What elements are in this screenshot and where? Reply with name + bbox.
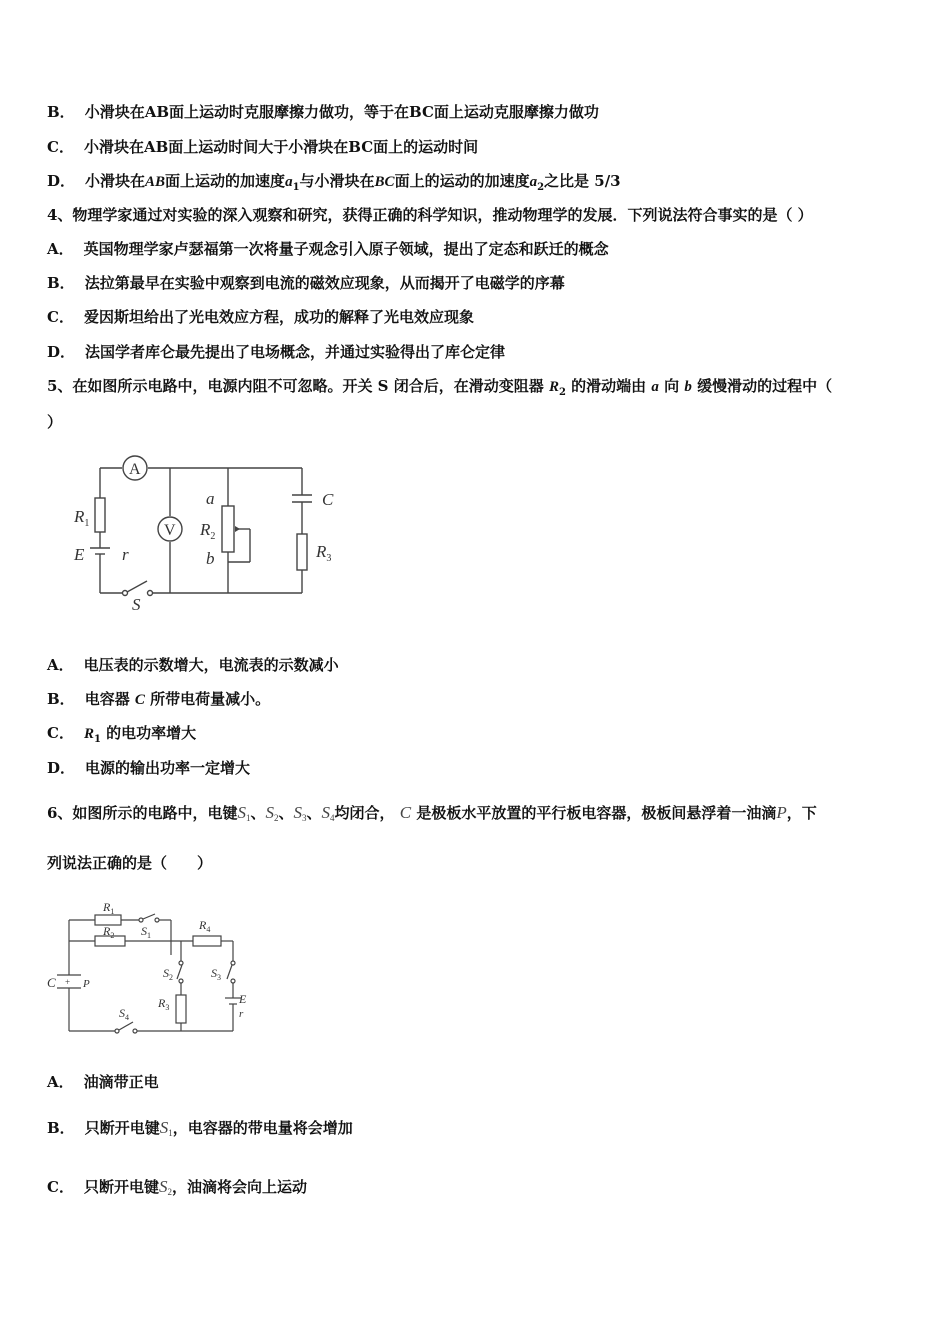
s-label: S — [132, 595, 141, 614]
r3-label: $R_3$ — [316, 542, 332, 564]
q6-stem-line2: 列说法正确的是（ ） — [47, 854, 213, 872]
q5-circuit-diagram — [60, 450, 360, 615]
q4-option-c: C． 爱因斯坦给出了光电效应方程，成功的解释了光电效应现象 — [47, 308, 474, 326]
r-label: r — [122, 545, 129, 564]
r1-label: $R_1$ — [103, 900, 115, 916]
q4-stem: 4、物理学家通过对实验的深入观察和研究，获得正确的科学知识，推动物理学的发展．下列说法符合事实的是（ ） — [47, 206, 813, 224]
q5-option-d: D． 电源的输出功率一定增大 — [47, 759, 251, 777]
q5-option-c: C． $R_1$ 的电功率增大 — [47, 724, 197, 745]
q6-option-c: C． 只断开电键$S_2$，油滴将会向上运动 — [47, 1177, 307, 1197]
b-label: b — [206, 549, 215, 568]
ammeter-label: A — [129, 461, 141, 478]
s1-label: $S_1$ — [141, 924, 151, 940]
q3-option-d: D． 小滑块在AB面上运动的加速度$a_1$与小滑块在BC面上的运动的加速度$a_2$之比是 5/3 — [47, 172, 621, 193]
c-label: C — [322, 490, 334, 509]
q6-option-a: A． 油滴带正电 — [47, 1073, 159, 1091]
s4-label: $S_4$ — [119, 1006, 129, 1022]
a-label: a — [206, 489, 215, 508]
q3-option-b: B． 小滑块在AB面上运动时克服摩擦力做功，等于在BC面上运动克服摩擦力做功 — [47, 103, 599, 121]
c-label: C — [47, 975, 56, 990]
e-label: E — [74, 545, 85, 564]
q5-option-b: B． 电容器 C 所带电荷量减小。 — [47, 690, 271, 708]
r3-label: $R_3$ — [158, 996, 170, 1012]
q5-stem: 5、在如图所示电路中，电源内阻不可忽略。开关 S 闭合后，在滑动变阻器 $R_2$ 的滑动端由 a 向 b 缓慢滑动的过程中（ — [47, 377, 833, 398]
r-label: r — [239, 1008, 244, 1020]
s3-label: $S_3$ — [211, 966, 221, 982]
q4-option-a: A． 英国物理学家卢瑟福第一次将量子观念引入原子领域，提出了定态和跃迁的概念 — [47, 240, 609, 258]
s2-label: $S_2$ — [163, 966, 173, 982]
r1-label: $R_1$ — [74, 507, 90, 529]
voltmeter-label: V — [164, 522, 176, 539]
q4-option-b: B． 法拉第最早在实验中观察到电流的磁效应现象，从而揭开了电磁学的序幕 — [47, 274, 565, 292]
p-label: P — [83, 978, 90, 990]
q5-stem-end: ） — [47, 413, 63, 431]
plus-sign: + — [65, 977, 71, 987]
r4-label: $R_4$ — [199, 918, 211, 934]
q5-option-a: A． 电压表的示数增大，电流表的示数减小 — [47, 656, 339, 674]
r2-label: $R_2$ — [103, 924, 115, 940]
q3-option-c: C． 小滑块在AB面上运动时间大于小滑块在BC面上的运动时间 — [47, 138, 479, 156]
r2-label: $R_2$ — [200, 520, 216, 542]
q6-option-b: B． 只断开电键$S_1$，电容器的带电量将会增加 — [47, 1118, 353, 1138]
q6-circuit-diagram — [45, 895, 265, 1040]
q6-stem: 6、如图所示的电路中，电键$S_1$、$S_2$、$S_3$、$S_4$均闭合， C 是极板水平放置的平行板电容器，极板间悬浮着一油滴P，下 — [47, 803, 817, 823]
e-label: E — [239, 992, 247, 1006]
q4-option-d: D． 法国学者库仑最先提出了电场概念，并通过实验得出了库仑定律 — [47, 343, 506, 361]
